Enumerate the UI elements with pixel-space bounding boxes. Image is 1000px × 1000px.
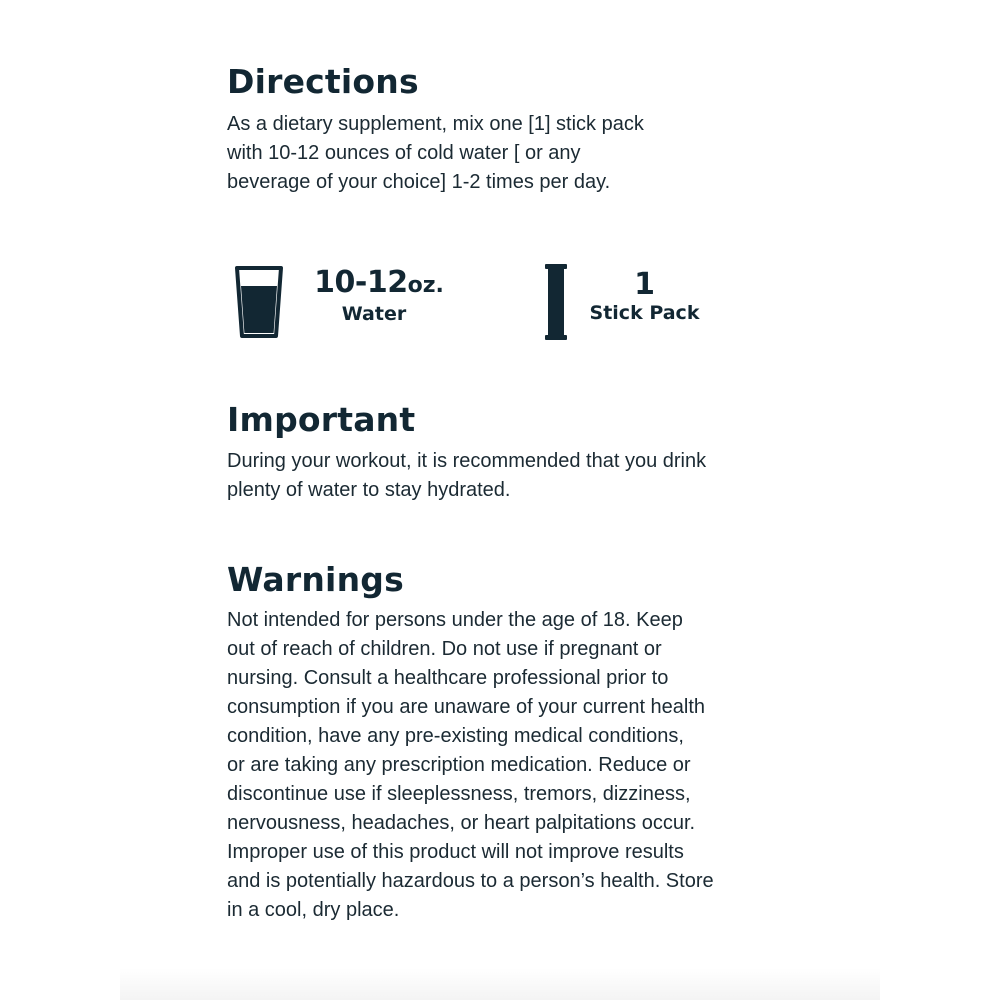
warnings-heading: Warnings xyxy=(227,560,404,599)
important-heading: Important xyxy=(227,400,416,439)
directions-section xyxy=(227,60,787,197)
warnings-line: and is potentially hazardous to a person’s health. Store xyxy=(227,870,714,892)
stick-count: 1 xyxy=(634,267,655,302)
water-glass-icon xyxy=(235,266,283,338)
stick-label: Stick Pack xyxy=(589,302,700,324)
directions-line: beverage of your choice] 1-2 times per day. xyxy=(227,171,611,193)
important-section xyxy=(227,398,787,505)
warnings-line: condition, have any pre-existing medical conditions, xyxy=(227,725,684,747)
directions-line: with 10-12 ounces of cold water [ or any xyxy=(227,142,581,164)
water-amount: 10-12oz. xyxy=(314,265,444,300)
warnings-line: Not intended for persons under the age of 18. Keep xyxy=(227,609,683,631)
stick-pack-icon xyxy=(544,264,568,340)
directions-heading: Directions xyxy=(227,62,419,101)
important-line: plenty of water to stay hydrated. xyxy=(227,479,511,501)
dosage-icons-row xyxy=(227,264,787,344)
water-label: Water xyxy=(341,303,407,325)
warnings-line: Improper use of this product will not improve results xyxy=(227,841,684,863)
stick-pack-block xyxy=(582,268,707,324)
warnings-line: out of reach of children. Do not use if pregnant or xyxy=(227,638,662,660)
water-amount-block xyxy=(309,266,449,325)
warnings-line: discontinue use if sleeplessness, tremors, dizziness, xyxy=(227,783,691,805)
warnings-line: consumption if you are unaware of your current health xyxy=(227,696,706,718)
supplement-label-panel xyxy=(227,60,787,921)
warnings-line: nursing. Consult a healthcare professional prior to xyxy=(227,667,669,689)
water-unit: oz. xyxy=(407,273,444,298)
warnings-text xyxy=(227,606,787,925)
directions-line: As a dietary supplement, mix one [1] stick pack xyxy=(227,113,644,135)
warnings-line: or are taking any prescription medication. Reduce or xyxy=(227,754,691,776)
warnings-section xyxy=(227,558,787,925)
important-line: During your workout, it is recommended that you drink xyxy=(227,450,707,472)
warnings-line: in a cool, dry place. xyxy=(227,899,400,921)
directions-text xyxy=(227,110,787,197)
important-text xyxy=(227,447,787,505)
bottom-fade-band xyxy=(120,968,880,1000)
warnings-line: nervousness, headaches, or heart palpitations occur. xyxy=(227,812,696,834)
